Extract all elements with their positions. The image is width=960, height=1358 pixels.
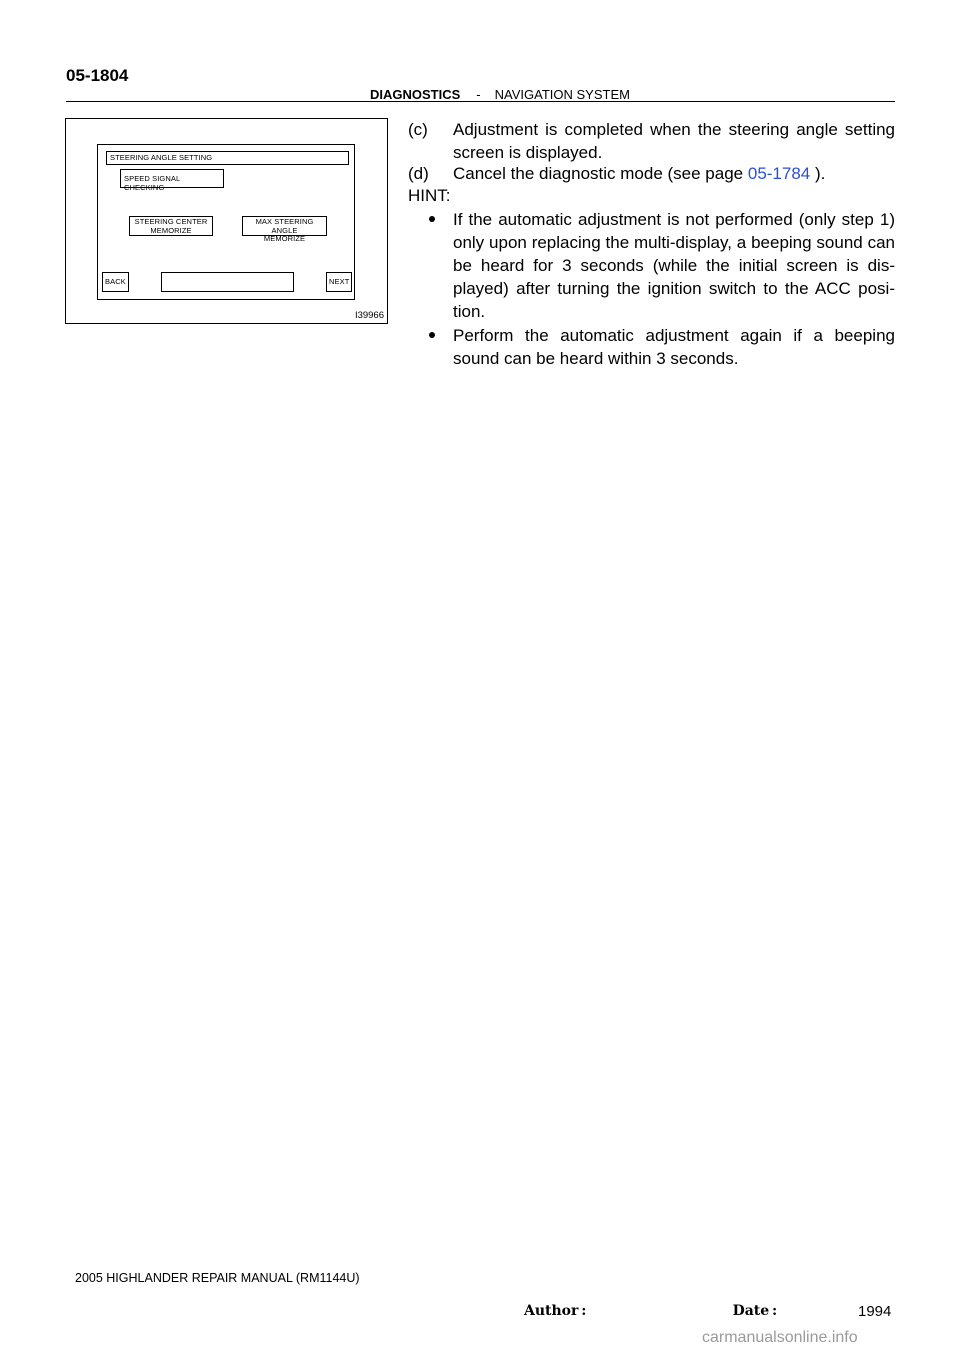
hint-label: HINT: bbox=[408, 186, 451, 205]
screen-illustration bbox=[65, 118, 388, 324]
back-button[interactable]: BACK bbox=[102, 272, 129, 292]
step-c-text: Adjustment is completed when the steering angle setting screen is displayed. bbox=[453, 120, 895, 162]
step-d-tag: (d) bbox=[408, 164, 429, 183]
subsection-title: NAVIGATION SYSTEM bbox=[494, 87, 630, 102]
footer-page-number: 1994 bbox=[858, 1303, 892, 1320]
steering-center-memorize-button[interactable] bbox=[129, 216, 213, 236]
screen-title-bar: STEERING ANGLE SETTING bbox=[106, 151, 349, 165]
max-steering-angle-memorize-button[interactable] bbox=[242, 216, 327, 243]
page-code: 05-1804 bbox=[66, 66, 129, 85]
next-button[interactable]: NEXT bbox=[326, 272, 352, 292]
hint-bullet-1-text: If the automatic adjustment is not performed (only step 1) only upon replacing the multi-display, a beeping sound can be heard for 3 seconds (while the initial screen is dis- played) after turning the ignition switch to the ACC posi- tion. bbox=[453, 210, 895, 321]
bullet-dot-icon bbox=[429, 332, 435, 338]
header-rule bbox=[66, 101, 895, 102]
page-reference-link[interactable]: 05-1784 bbox=[747, 164, 811, 183]
step-d-text-before: Cancel the diagnostic mode (see page bbox=[453, 164, 748, 183]
step-d-text-after: ). bbox=[810, 164, 826, 183]
section-header bbox=[370, 87, 630, 102]
figure-id: I39966 bbox=[354, 310, 384, 321]
section-title: DIAGNOSTICS bbox=[370, 87, 461, 102]
footer-manual-title: 2005 HIGHLANDER REPAIR MANUAL (RM1144U) bbox=[75, 1271, 360, 1285]
speed-signal-checking-button[interactable]: SPEED SIGNAL CHECKING bbox=[120, 169, 224, 188]
section-separator: - bbox=[476, 87, 481, 102]
center-line1: STEERING CENTER bbox=[134, 217, 208, 226]
max-line2: MEMORIZE bbox=[263, 234, 306, 243]
step-c-tag: (c) bbox=[408, 120, 428, 139]
watermark: carmanualsonline.info bbox=[702, 1329, 858, 1346]
step-d-text bbox=[453, 162, 895, 185]
center-line2: MEMORIZE bbox=[150, 225, 192, 235]
message-box bbox=[161, 272, 294, 292]
bullet-dot-icon bbox=[429, 216, 435, 222]
hint-bullet-2-text: Perform the automatic adjustment again if a beeping sound can be heard within 3 seconds. bbox=[453, 326, 895, 368]
footer-author-date: Author : Date : bbox=[524, 1303, 778, 1319]
max-line1: MAX STEERING ANGLE bbox=[255, 217, 314, 235]
display-screen bbox=[97, 144, 355, 300]
